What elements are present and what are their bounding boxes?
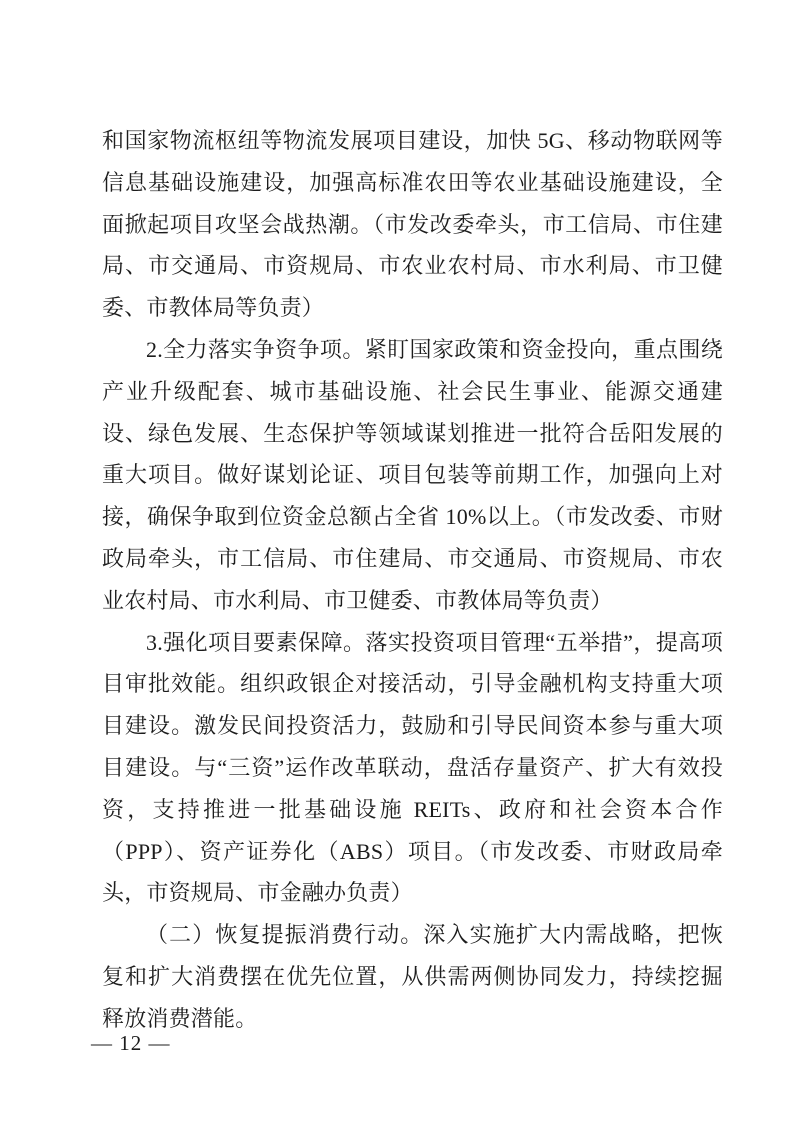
body-paragraph-section-two: （二）恢复提振消费行动。深入实施扩大内需战略，把恢复和扩大消费摆在优先位置，从供需两侧协同发力，持续挖掘释放消费潜能。 — [102, 922, 723, 1031]
body-paragraph-item-3: 3.强化项目要素保障。落实投资项目管理“五举措”，提高项目审批效能。组织政银企对接活动，引导金融机构支持重大项目建设。激发民间投资活力，鼓励和引导民间资本参与重大项目建设。与“三资”运作改革联动，盘活存量资产、扩大有效投资，支持推进一批基础设施 REITs、政府和社会资本合作（PPP）、资产证券化（ABS）项目。（市发改委、市财政局牵头，市资规局、市金融办负责） — [102, 629, 723, 906]
body-paragraph-continuation: 和国家物流枢纽等物流发展项目建设，加快 5G、移动物联网等信息基础设施建设，加强高标准农田等农业基础设施建设，全面掀起项目攻坚会战热潮。（市发改委牵头，市工信局、市住建局、市交通局、市资规局、市农业农村局、市水利局、市卫健委、市教体局等负责） — [102, 128, 723, 321]
document-body — [102, 120, 723, 1040]
body-paragraph-item-2: 2.全力落实争资争项。紧盯国家政策和资金投向，重点围绕产业升级配套、城市基础设施、社会民生事业、能源交通建设、绿色发展、生态保护等领域谋划推进一批符合岳阳发展的重大项目。做好谋划论证、项目包装等前期工作，加强向上对接，确保争取到位资金总额占全省 10%以上。（市发改委、市财政局牵头，市工信局、市住建局、市交通局、市资规局、市农业农村局、市水利局、市卫健委、市教体局等负责） — [102, 336, 723, 613]
page-number: — 12 — — [91, 1031, 171, 1055]
